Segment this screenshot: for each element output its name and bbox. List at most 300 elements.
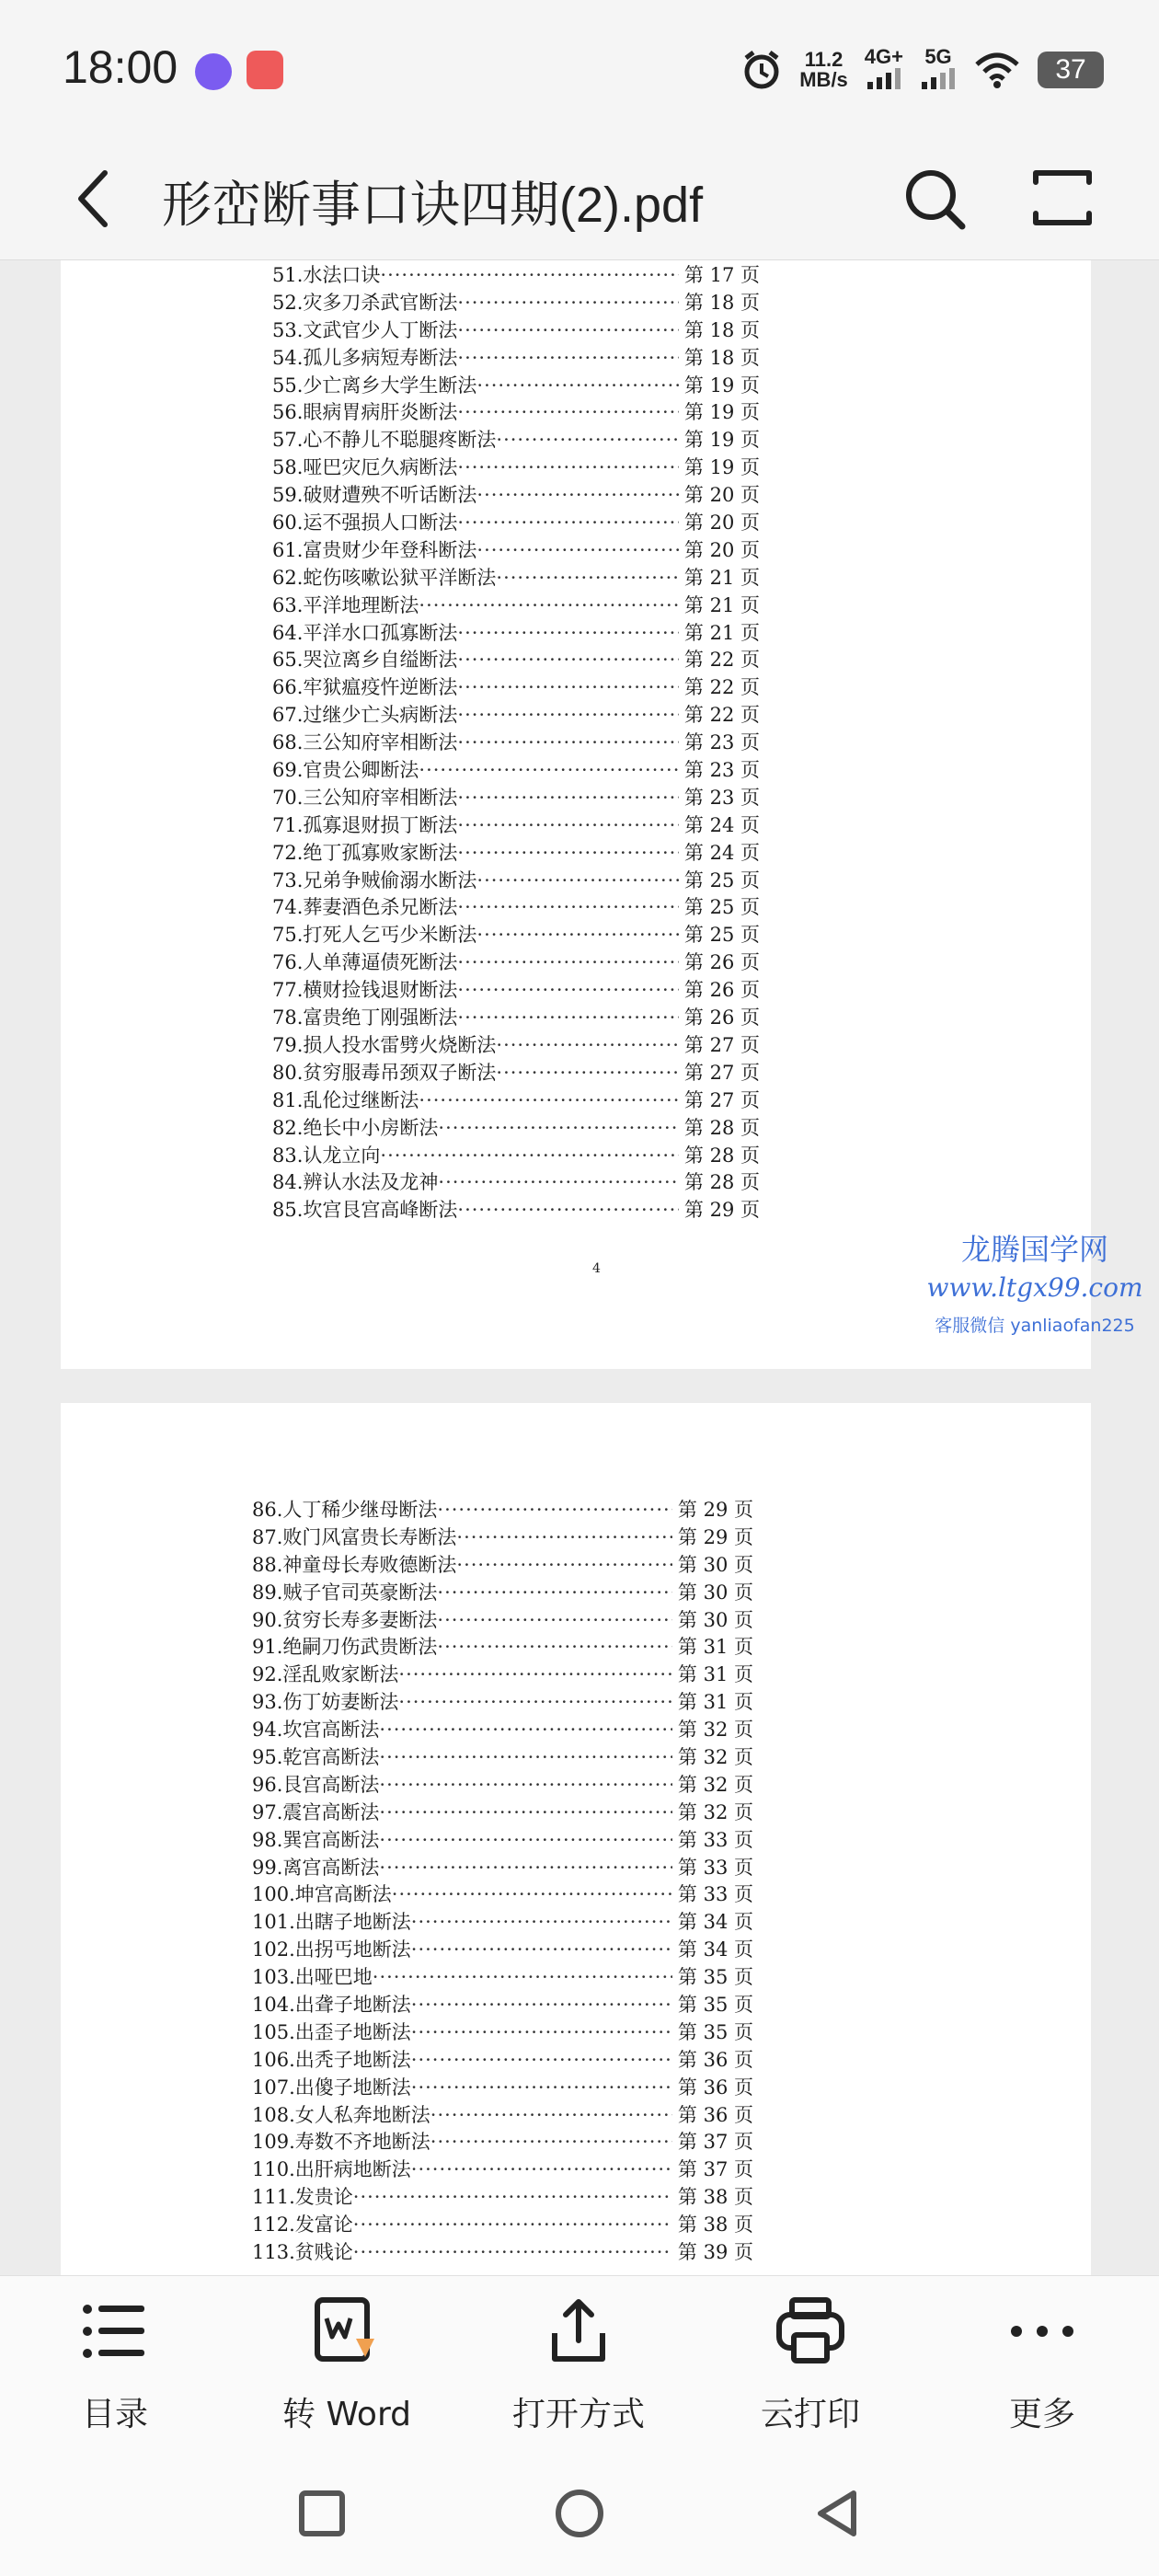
toc-entry-page: 第 17 页 (683, 264, 760, 286)
toc-leader-dots (379, 1857, 672, 1879)
toc-entry[interactable] (272, 948, 760, 975)
toc-entry-page: 第 32 页 (677, 1800, 753, 1823)
toc-entry-title: 文武官少人丁断法 (303, 318, 458, 341)
toc-entry-title: 葬妻酒色杀兄断法 (303, 896, 458, 919)
toc-entry-page: 第 36 页 (677, 2103, 753, 2126)
toc-entry[interactable] (252, 1742, 753, 1770)
toc-leader-dots (380, 1144, 679, 1167)
pdf-page-4 (61, 260, 1091, 1369)
toc-entry-number: 112. (252, 2214, 295, 2237)
toc-entry[interactable] (252, 2182, 753, 2210)
toc-leader-dots (379, 1746, 672, 1768)
toc-entry-page: 第 27 页 (683, 1088, 760, 1111)
toc-leader-dots (411, 2049, 672, 2071)
toc-leader-dots (457, 1006, 679, 1029)
toc-entry-number: 65. (272, 649, 304, 672)
toc-entry[interactable] (272, 866, 760, 893)
toc-entry-title: 绝丁孤寡败家断法 (303, 841, 458, 864)
toc-entry-title: 坎宫高断法 (282, 1719, 380, 1742)
toc-entry-page: 第 22 页 (683, 704, 760, 727)
toc-entry[interactable] (272, 838, 760, 866)
toc-entry-page: 第 37 页 (677, 2158, 753, 2181)
toc-entry-number: 108. (252, 2103, 295, 2126)
toc-leader-dots (457, 896, 679, 918)
toc-entry[interactable] (272, 755, 760, 783)
toc-leader-dots (476, 374, 679, 397)
toc-entry-title: 兄弟争贼偷溺水断法 (303, 868, 477, 891)
toc-leader-dots (496, 429, 679, 451)
toc-entry-page: 第 21 页 (683, 593, 760, 616)
toc-entry-page: 第 19 页 (683, 456, 760, 479)
toc-leader-dots (437, 1636, 672, 1658)
toc-entry-number: 97. (252, 1800, 283, 1823)
toc-entry-number: 52. (272, 291, 304, 314)
toc-entry-title: 坤宫高断法 (294, 1883, 392, 1906)
toc-entry-number: 61. (272, 538, 304, 561)
toc-entry-page: 第 21 页 (683, 621, 760, 644)
toc-entry-number: 92. (252, 1663, 283, 1686)
toc-entry[interactable] (272, 1003, 760, 1030)
toc-entry[interactable] (272, 892, 760, 920)
toc-entry-number: 55. (272, 374, 304, 397)
watermark-url: www.ltgx99.com (926, 1272, 1143, 1303)
toc-entry[interactable] (252, 1853, 753, 1880)
cloud-print-label: 云打印 (760, 2396, 860, 2433)
toc-entry-page: 第 39 页 (677, 2241, 753, 2264)
toc-entry-page: 第 20 页 (683, 484, 760, 507)
toc-entry-number: 62. (272, 566, 304, 589)
toc-entry-title: 眼病胃病肝炎断法 (303, 401, 458, 424)
toc-entry[interactable] (252, 1880, 753, 1907)
toc-entry-page: 第 30 页 (677, 1553, 753, 1576)
toc-entry[interactable] (252, 1715, 753, 1742)
toc-entry-title: 出瞎子地断法 (294, 1911, 411, 1934)
toc-entry[interactable] (272, 563, 760, 591)
toc-entry-page: 第 36 页 (677, 2076, 753, 2099)
toc-entry-page: 第 26 页 (683, 979, 760, 1002)
toc-entry-number: 99. (252, 1856, 283, 1879)
toc-list-page-4 (272, 260, 760, 1223)
toc-entry-title: 少亡离乡大学生断法 (303, 374, 477, 397)
toc-entry-number: 54. (272, 346, 304, 369)
toc-entry-page: 第 29 页 (677, 1499, 753, 1521)
toc-entry[interactable] (252, 2127, 753, 2155)
toc-entry[interactable] (252, 1990, 753, 2018)
page-number: 4 (592, 1261, 601, 1276)
toc-entry-number: 83. (272, 1144, 304, 1167)
more-icon (1005, 2294, 1079, 2368)
toc-entry-title: 出肝病地断法 (294, 2158, 411, 2181)
toc-button-label: 目录 (81, 2396, 148, 2433)
toc-entry-title: 乱伦过继断法 (303, 1088, 419, 1111)
toc-entry[interactable] (272, 316, 760, 343)
toc-leader-dots (438, 1117, 679, 1139)
toc-entry-number: 60. (272, 512, 304, 535)
toc-entry-page: 第 28 页 (683, 1116, 760, 1139)
battery-indicator: 37 (1038, 52, 1104, 88)
toc-entry[interactable] (252, 1632, 753, 1660)
toc-entry-number: 85. (272, 1199, 304, 1222)
toc-leader-dots (373, 1966, 672, 1988)
toc-entry-number: 64. (272, 621, 304, 644)
toc-entry-page: 第 20 页 (683, 512, 760, 535)
toc-leader-dots (398, 1663, 672, 1685)
toc-leader-dots (457, 347, 679, 369)
toc-entry-page: 第 36 页 (677, 2048, 753, 2071)
more-button[interactable] (950, 2294, 1134, 2435)
toc-entry[interactable] (272, 1167, 760, 1195)
document-title: 形峦断事口诀四期(2).pdf (162, 178, 704, 233)
toc-entry-page: 第 19 页 (683, 374, 760, 397)
toc-entry-page: 第 24 页 (683, 813, 760, 836)
toc-entry-page: 第 19 页 (683, 401, 760, 424)
share-icon (542, 2294, 615, 2368)
toc-entry[interactable] (272, 673, 760, 700)
toc-entry[interactable] (272, 920, 760, 948)
toc-entry-page: 第 25 页 (683, 868, 760, 891)
toc-leader-dots (457, 1199, 679, 1221)
toc-entry[interactable] (272, 343, 760, 371)
signal-5g-label: 5G (924, 45, 952, 68)
toc-entry[interactable] (272, 811, 760, 838)
toc-leader-dots (456, 1526, 672, 1548)
search-icon[interactable] (901, 166, 970, 234)
toc-entry-page: 第 21 页 (683, 566, 760, 589)
toc-entry[interactable] (272, 645, 760, 673)
toc-entry-title: 女人私奔地断法 (294, 2103, 430, 2126)
title-bar (0, 138, 1159, 260)
toc-entry-title: 巽宫高断法 (282, 1828, 380, 1851)
recent-apps-icon[interactable] (294, 2486, 350, 2541)
open-with-button[interactable] (487, 2294, 671, 2435)
toc-entry[interactable] (272, 700, 760, 728)
toc-entry-number: 58. (272, 456, 304, 479)
toc-leader-dots (379, 1801, 672, 1823)
toc-entry[interactable] (252, 1660, 753, 1687)
toc-entry-title: 三公知府宰相断法 (303, 731, 458, 754)
toc-leader-dots (496, 1062, 679, 1084)
toc-entry-title: 孤儿多病短寿断法 (303, 346, 458, 369)
toc-entry[interactable] (272, 535, 760, 563)
toc-leader-dots (411, 2021, 672, 2043)
toc-entry[interactable] (252, 1770, 753, 1798)
toc-entry-page: 第 19 页 (683, 429, 760, 452)
toc-entry-number: 56. (272, 401, 304, 424)
toc-entry-page: 第 30 页 (677, 1581, 753, 1604)
status-bar (0, 0, 1159, 138)
toc-entry[interactable] (252, 2210, 753, 2237)
fullscreen-icon[interactable] (1030, 166, 1095, 230)
toc-entry-title: 出拐丐地断法 (294, 1938, 411, 1961)
toc-entry-number: 103. (252, 1966, 295, 1989)
toc-entry-number: 76. (272, 951, 304, 974)
toc-entry-title: 哭泣离乡自缢断法 (303, 649, 458, 672)
wifi-icon (973, 52, 1021, 88)
toc-entry[interactable] (272, 783, 760, 811)
watermark (920, 1226, 1150, 1337)
toc-entry-page: 第 18 页 (683, 291, 760, 314)
network-speed-unit: MB/s (799, 68, 848, 91)
toc-leader-dots (457, 814, 679, 836)
toc-entry-page: 第 25 页 (683, 924, 760, 947)
toc-leader-dots (419, 759, 679, 781)
cloud-print-button[interactable] (718, 2294, 902, 2435)
toc-entry-number: 79. (272, 1033, 304, 1056)
toc-entry-page: 第 31 页 (677, 1663, 753, 1686)
toc-entry-number: 73. (272, 868, 304, 891)
toc-entry[interactable] (272, 480, 760, 508)
toc-entry[interactable] (252, 1687, 753, 1715)
watermark-contact: 客服微信 yanliaofan225 (935, 1316, 1135, 1336)
toc-leader-dots (437, 1609, 672, 1631)
toc-entry-page: 第 32 页 (677, 1773, 753, 1796)
toc-entry-number: 105. (252, 2020, 295, 2043)
toc-entry-title: 认龙立向 (303, 1144, 381, 1167)
toc-entry[interactable] (272, 260, 760, 288)
toc-entry[interactable] (272, 728, 760, 755)
toc-entry-number: 90. (252, 1608, 283, 1631)
toc-entry-page: 第 35 页 (677, 1994, 753, 2017)
toc-entry-page: 第 22 页 (683, 649, 760, 672)
toc-entry-page: 第 32 页 (677, 1746, 753, 1769)
app-notification-icon (195, 53, 232, 90)
signal-5g (920, 47, 957, 93)
toc-leader-dots (411, 1994, 672, 2016)
toc-entry-number: 111. (252, 2186, 295, 2209)
toc-leader-dots (411, 2158, 672, 2180)
toc-entry-title: 平洋水口孤寡断法 (303, 621, 458, 644)
toc-entry-page: 第 38 页 (677, 2186, 753, 2209)
open-with-label: 打开方式 (511, 2396, 645, 2433)
toc-entry-title: 富贵财少年登科断法 (303, 538, 477, 561)
toc-entry-number: 59. (272, 484, 304, 507)
toc-leader-dots (353, 2241, 672, 2263)
toc-entry-page: 第 37 页 (677, 2131, 753, 2154)
toc-entry-page: 第 34 页 (677, 1911, 753, 1934)
toc-entry-page: 第 28 页 (683, 1144, 760, 1167)
toc-entry-title: 运不强损人口断法 (303, 512, 458, 535)
toc-entry-title: 损人投水雷劈火烧断法 (303, 1033, 497, 1056)
toc-entry[interactable] (252, 1550, 753, 1578)
toc-entry-number: 88. (252, 1553, 283, 1576)
convert-word-button[interactable] (255, 2294, 439, 2435)
toc-entry[interactable] (252, 2100, 753, 2128)
toc-entry[interactable] (252, 1578, 753, 1605)
toc-leader-dots (430, 2104, 672, 2126)
toc-entry-number: 71. (272, 813, 304, 836)
toc-leader-dots (353, 2186, 672, 2208)
toc-entry-title: 富贵绝丁刚强断法 (303, 1006, 458, 1029)
toc-entry-number: 94. (252, 1719, 283, 1742)
toc-entry-page: 第 22 页 (683, 676, 760, 699)
signal-4g-label: 4G+ (864, 45, 903, 68)
toc-leader-dots (457, 787, 679, 809)
toc-leader-dots (457, 676, 679, 698)
toc-entry[interactable] (272, 508, 760, 535)
toc-leader-dots (419, 1089, 679, 1111)
toc-entry-title: 贫贱论 (294, 2241, 353, 2264)
toc-entry-title: 乾宫高断法 (282, 1746, 380, 1769)
toc-entry-number: 110. (252, 2158, 295, 2181)
toc-entry-page: 第 34 页 (677, 1938, 753, 1961)
toc-leader-dots (457, 512, 679, 534)
toc-entry-title: 淫乱败家断法 (282, 1663, 399, 1686)
toc-button[interactable] (23, 2294, 207, 2435)
toc-entry[interactable] (252, 1935, 753, 1962)
toc-entry-page: 第 32 页 (677, 1719, 753, 1742)
toc-entry-number: 96. (252, 1773, 283, 1796)
watermark-name: 龙腾国学网 (960, 1232, 1108, 1267)
toc-leader-dots (496, 1034, 679, 1056)
toc-entry-number: 81. (272, 1088, 304, 1111)
toc-entry-title: 出傻子地断法 (294, 2076, 411, 2099)
toc-entry-number: 100. (252, 1883, 295, 1906)
toc-entry-title: 离宫高断法 (282, 1856, 380, 1879)
toc-entry-title: 心不静儿不聪腿疼断法 (303, 429, 497, 452)
toc-entry-number: 57. (272, 429, 304, 452)
toc-entry[interactable] (252, 2018, 753, 2045)
toc-entry-page: 第 27 页 (683, 1061, 760, 1084)
toc-entry[interactable] (272, 1195, 760, 1223)
toc-entry-title: 败门风富贵长寿断法 (282, 1525, 457, 1548)
system-nav-bar (0, 2455, 1159, 2576)
toc-entry[interactable] (252, 1907, 753, 1935)
toc-entry-page: 第 35 页 (677, 2020, 753, 2043)
toc-leader-dots (457, 622, 679, 644)
toc-leader-dots (437, 1499, 672, 1521)
toc-entry-page: 第 31 页 (677, 1636, 753, 1659)
toc-entry-title: 贼子官司英豪断法 (282, 1581, 438, 1604)
toc-entry[interactable] (272, 371, 760, 398)
toc-entry[interactable] (272, 453, 760, 480)
toc-entry-page: 第 29 页 (677, 1525, 753, 1548)
toc-entry[interactable] (272, 975, 760, 1003)
toc-entry-title: 平洋地理断法 (303, 593, 419, 616)
toc-entry-number: 93. (252, 1691, 283, 1714)
toc-entry-page: 第 31 页 (677, 1691, 753, 1714)
list-icon (78, 2294, 152, 2368)
toc-entry[interactable] (252, 1495, 753, 1523)
toc-entry[interactable] (272, 1030, 760, 1058)
toc-leader-dots (457, 951, 679, 973)
toc-entry[interactable] (272, 618, 760, 646)
toc-leader-dots (496, 567, 679, 589)
toc-entry-title: 孤寡退财损丁断法 (303, 813, 458, 836)
toc-entry-page: 第 23 页 (683, 731, 760, 754)
toc-entry[interactable] (272, 1086, 760, 1113)
toc-entry[interactable] (272, 1058, 760, 1086)
back-icon[interactable] (66, 162, 121, 236)
toc-entry-number: 77. (272, 979, 304, 1002)
toc-leader-dots (379, 1829, 672, 1851)
toc-entry-page: 第 35 页 (677, 1966, 753, 1989)
toc-leader-dots (398, 1691, 672, 1713)
toc-entry[interactable] (272, 591, 760, 618)
toc-entry-number: 104. (252, 1994, 295, 2017)
toc-entry[interactable] (252, 2155, 753, 2182)
toc-entry[interactable] (252, 2073, 753, 2100)
toc-entry-title: 震宫高断法 (282, 1800, 380, 1823)
toc-entry-page: 第 38 页 (677, 2214, 753, 2237)
toc-entry[interactable] (252, 2045, 753, 2073)
toc-entry-number: 84. (272, 1171, 304, 1194)
toc-entry[interactable] (272, 397, 760, 425)
toc-entry-page: 第 29 页 (683, 1199, 760, 1222)
network-speed (799, 50, 848, 90)
toc-entry-title: 三公知府宰相断法 (303, 786, 458, 809)
toc-entry-title: 出聋子地断法 (294, 1994, 411, 2017)
document-viewer[interactable] (0, 260, 1159, 2275)
word-convert-icon (310, 2294, 384, 2368)
toc-entry-title: 贫穷长寿多妻断法 (282, 1608, 438, 1631)
toc-entry-number: 63. (272, 593, 304, 616)
toc-leader-dots (419, 594, 679, 616)
toc-entry-number: 51. (272, 264, 304, 286)
toc-entry[interactable] (252, 1798, 753, 1825)
signal-4g (865, 47, 903, 93)
toc-entry-title: 绝长中小房断法 (303, 1116, 439, 1139)
toc-entry-title: 绝嗣刀伤武贵断法 (282, 1636, 438, 1659)
toc-entry-title: 发富论 (294, 2214, 353, 2237)
toc-entry[interactable] (272, 1141, 760, 1168)
toc-entry-page: 第 33 页 (677, 1883, 753, 1906)
toc-leader-dots (380, 264, 679, 286)
toc-entry-page: 第 26 页 (683, 951, 760, 974)
toc-entry[interactable] (252, 1825, 753, 1853)
toc-entry[interactable] (252, 1523, 753, 1550)
toc-entry[interactable] (252, 1605, 753, 1633)
toc-entry-page: 第 18 页 (683, 346, 760, 369)
toc-entry-number: 66. (272, 676, 304, 699)
toc-entry-number: 74. (272, 896, 304, 919)
toc-entry-number: 80. (272, 1061, 304, 1084)
toc-leader-dots (438, 1171, 679, 1193)
toc-leader-dots (457, 704, 679, 726)
toc-entry[interactable] (252, 1962, 753, 1990)
toc-entry[interactable] (252, 2237, 753, 2265)
toc-entry-title: 贫穷服毒吊颈双子断法 (303, 1061, 497, 1084)
toc-entry-number: 95. (252, 1746, 283, 1769)
toc-entry-title: 人单薄逼债死断法 (303, 951, 458, 974)
toc-entry-number: 86. (252, 1499, 283, 1521)
toc-entry-page: 第 23 页 (683, 759, 760, 782)
toc-entry-title: 发贵论 (294, 2186, 353, 2209)
toc-entry-title: 哑巴灾厄久病断法 (303, 456, 458, 479)
toc-entry-number: 113. (252, 2241, 295, 2264)
toc-entry-number: 78. (272, 1006, 304, 1029)
network-speed-value: 11.2 (804, 48, 843, 71)
toc-entry-title: 横财捡钱退财断法 (303, 979, 458, 1002)
toc-entry-page: 第 20 页 (683, 538, 760, 561)
back-nav-icon[interactable] (809, 2486, 865, 2541)
toc-entry-title: 过继少亡头病断法 (303, 704, 458, 727)
toc-leader-dots (457, 649, 679, 671)
toc-leader-dots (353, 2214, 672, 2236)
toc-leader-dots (457, 456, 679, 478)
toc-entry[interactable] (272, 288, 760, 316)
toc-entry-page: 第 25 页 (683, 896, 760, 919)
toc-entry[interactable] (272, 425, 760, 453)
home-icon[interactable] (552, 2486, 607, 2541)
toc-leader-dots (430, 2131, 672, 2153)
bottom-toolbar (0, 2275, 1159, 2455)
toc-leader-dots (476, 484, 679, 506)
toc-entry-title: 灾多刀杀武官断法 (303, 291, 458, 314)
toc-entry[interactable] (272, 1113, 760, 1141)
toc-entry-number: 91. (252, 1636, 283, 1659)
toc-entry-page: 第 23 页 (683, 786, 760, 809)
toc-entry-number: 70. (272, 786, 304, 809)
